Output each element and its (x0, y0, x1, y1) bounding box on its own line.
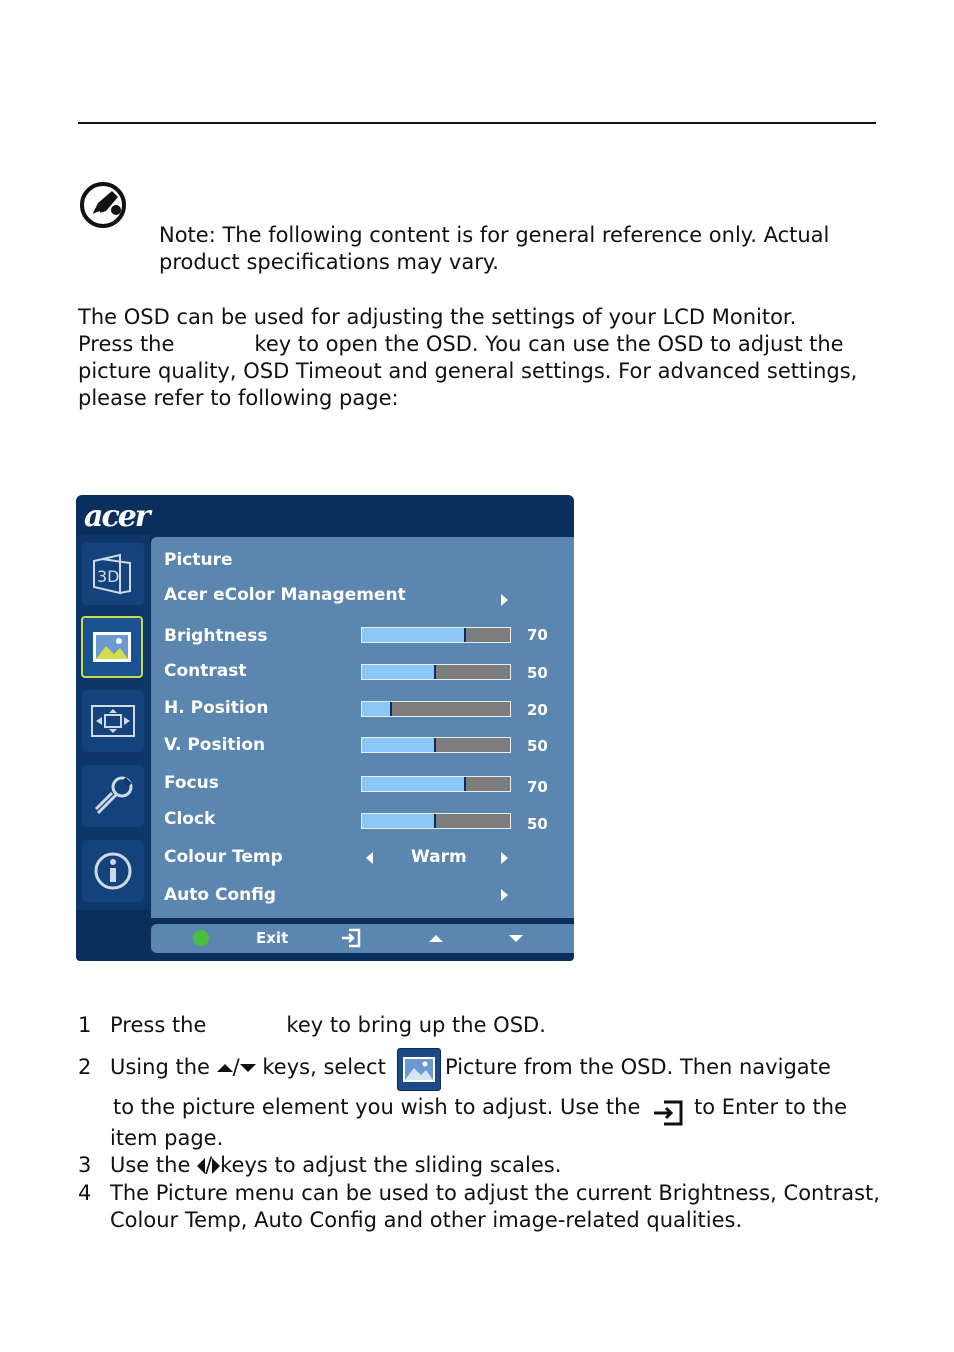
step-3-post: keys to adjust the sliding scales. (220, 1153, 562, 1177)
3d-icon (90, 551, 136, 597)
osd-picture-panel (151, 537, 574, 918)
chevron-right-icon (501, 594, 508, 606)
intro-line2-post: key to open the OSD. You can use the OSD to adjust the picture quality, OSD Timeout and general settings. For advanced settings, please refer to following page: (78, 332, 858, 410)
side-btn-info[interactable] (82, 840, 144, 902)
side-btn-position[interactable] (82, 690, 144, 752)
step-3-pre: Use the (110, 1153, 191, 1177)
osd-item-h-position[interactable]: H. Position (164, 698, 269, 718)
note-pencil-icon (78, 181, 130, 229)
focus-slider-fill (362, 777, 466, 791)
h-position-value: 20 (527, 701, 548, 719)
osd-item-ecolor[interactable]: Acer eColor Management (164, 585, 406, 605)
colour-temp-value: Warm (411, 847, 467, 867)
brightness-slider-fill (362, 628, 466, 642)
contrast-slider-fill (362, 665, 436, 679)
down-arrow-icon (240, 1064, 256, 1072)
chevron-right-icon[interactable] (501, 852, 508, 864)
intro-line2-pre: Press the (78, 332, 175, 356)
h-position-slider[interactable] (361, 701, 511, 717)
side-btn-picture[interactable] (81, 616, 143, 678)
osd-item-focus[interactable]: Focus (164, 773, 219, 793)
header-rule (78, 122, 876, 124)
osd-footer (151, 924, 574, 953)
eco-e-icon[interactable] (193, 930, 209, 946)
clock-value: 50 (527, 815, 548, 833)
right-arrow-icon (212, 1158, 220, 1174)
osd-item-brightness[interactable]: Brightness (164, 626, 268, 646)
v-position-value: 50 (527, 737, 548, 755)
chevron-right-icon (501, 889, 508, 901)
contrast-slider[interactable] (361, 664, 511, 680)
step-3-text (110, 1152, 561, 1179)
side-btn-settings[interactable] (82, 765, 144, 827)
osd-exit-button[interactable]: Exit (256, 929, 289, 947)
v-position-slider-fill (362, 738, 436, 752)
picture-icon (397, 1048, 441, 1091)
up-arrow-icon[interactable] (429, 935, 443, 942)
clock-slider[interactable] (361, 813, 511, 829)
osd-item-v-position[interactable]: V. Position (164, 735, 266, 755)
h-position-slider-fill (362, 702, 392, 716)
step-4-line2: Colour Temp, Auto Config and other image-related qualities. (110, 1208, 743, 1232)
osd-item-colour-temp[interactable]: Colour Temp (164, 847, 283, 867)
down-arrow-icon[interactable] (509, 935, 523, 942)
step-2-line2-pre: to the picture element you wish to adjust. Use the (113, 1095, 641, 1119)
step-2-pre: Using the (110, 1055, 210, 1079)
step-4-line1: The Picture menu can be used to adjust the current Brightness, Contrast, (110, 1181, 880, 1205)
step-2-post: Picture from the OSD. Then navigate (445, 1055, 831, 1079)
step-4-number: 4 (78, 1181, 92, 1205)
intro-paragraph (78, 304, 878, 412)
step-3-number: 3 (78, 1153, 92, 1177)
step-2-line1 (110, 1054, 386, 1081)
contrast-value: 50 (527, 664, 548, 682)
step-2-mid: keys, select (262, 1055, 386, 1079)
position-icon (90, 698, 136, 744)
osd-item-auto-config[interactable]: Auto Config (164, 885, 277, 905)
osd-item-clock[interactable]: Clock (164, 809, 216, 829)
settings-wrench-icon (90, 773, 136, 819)
osd-panel-title: Picture (164, 550, 233, 570)
v-position-slider[interactable] (361, 737, 511, 753)
chevron-left-icon[interactable] (366, 852, 373, 864)
step-2-line2-post: to Enter to the (694, 1095, 848, 1119)
osd-item-contrast[interactable]: Contrast (164, 661, 247, 681)
step-1-post: key to bring up the OSD. (286, 1013, 546, 1037)
brightness-slider[interactable] (361, 627, 511, 643)
side-btn-3d[interactable] (82, 543, 144, 605)
note-text: Note: The following content is for general reference only. Actual product specifications may vary. (159, 223, 830, 274)
step-2-slash: / (232, 1055, 240, 1079)
osd-sidebar (76, 535, 150, 910)
svg-text:3D: 3D (97, 567, 120, 586)
step-3-slash: / (205, 1153, 213, 1177)
focus-slider[interactable] (361, 776, 511, 792)
enter-icon[interactable] (341, 928, 361, 948)
step-1-pre: Press the (110, 1013, 207, 1037)
picture-icon (91, 626, 133, 668)
osd-window (76, 495, 574, 961)
brightness-value: 70 (527, 626, 548, 644)
step-1-number: 1 (78, 1013, 92, 1037)
acer-logo: acer (84, 499, 149, 534)
clock-slider-fill (362, 814, 436, 828)
intro-line1: The OSD can be used for adjusting the settings of your LCD Monitor. (78, 305, 797, 329)
info-icon (90, 848, 136, 894)
step-2-number: 2 (78, 1055, 92, 1079)
step-2-line3: item page. (110, 1126, 224, 1150)
step-1-text (110, 1012, 546, 1039)
up-arrow-icon (217, 1064, 233, 1072)
enter-icon (652, 1099, 684, 1127)
left-arrow-icon (197, 1158, 205, 1174)
focus-value: 70 (527, 778, 548, 796)
